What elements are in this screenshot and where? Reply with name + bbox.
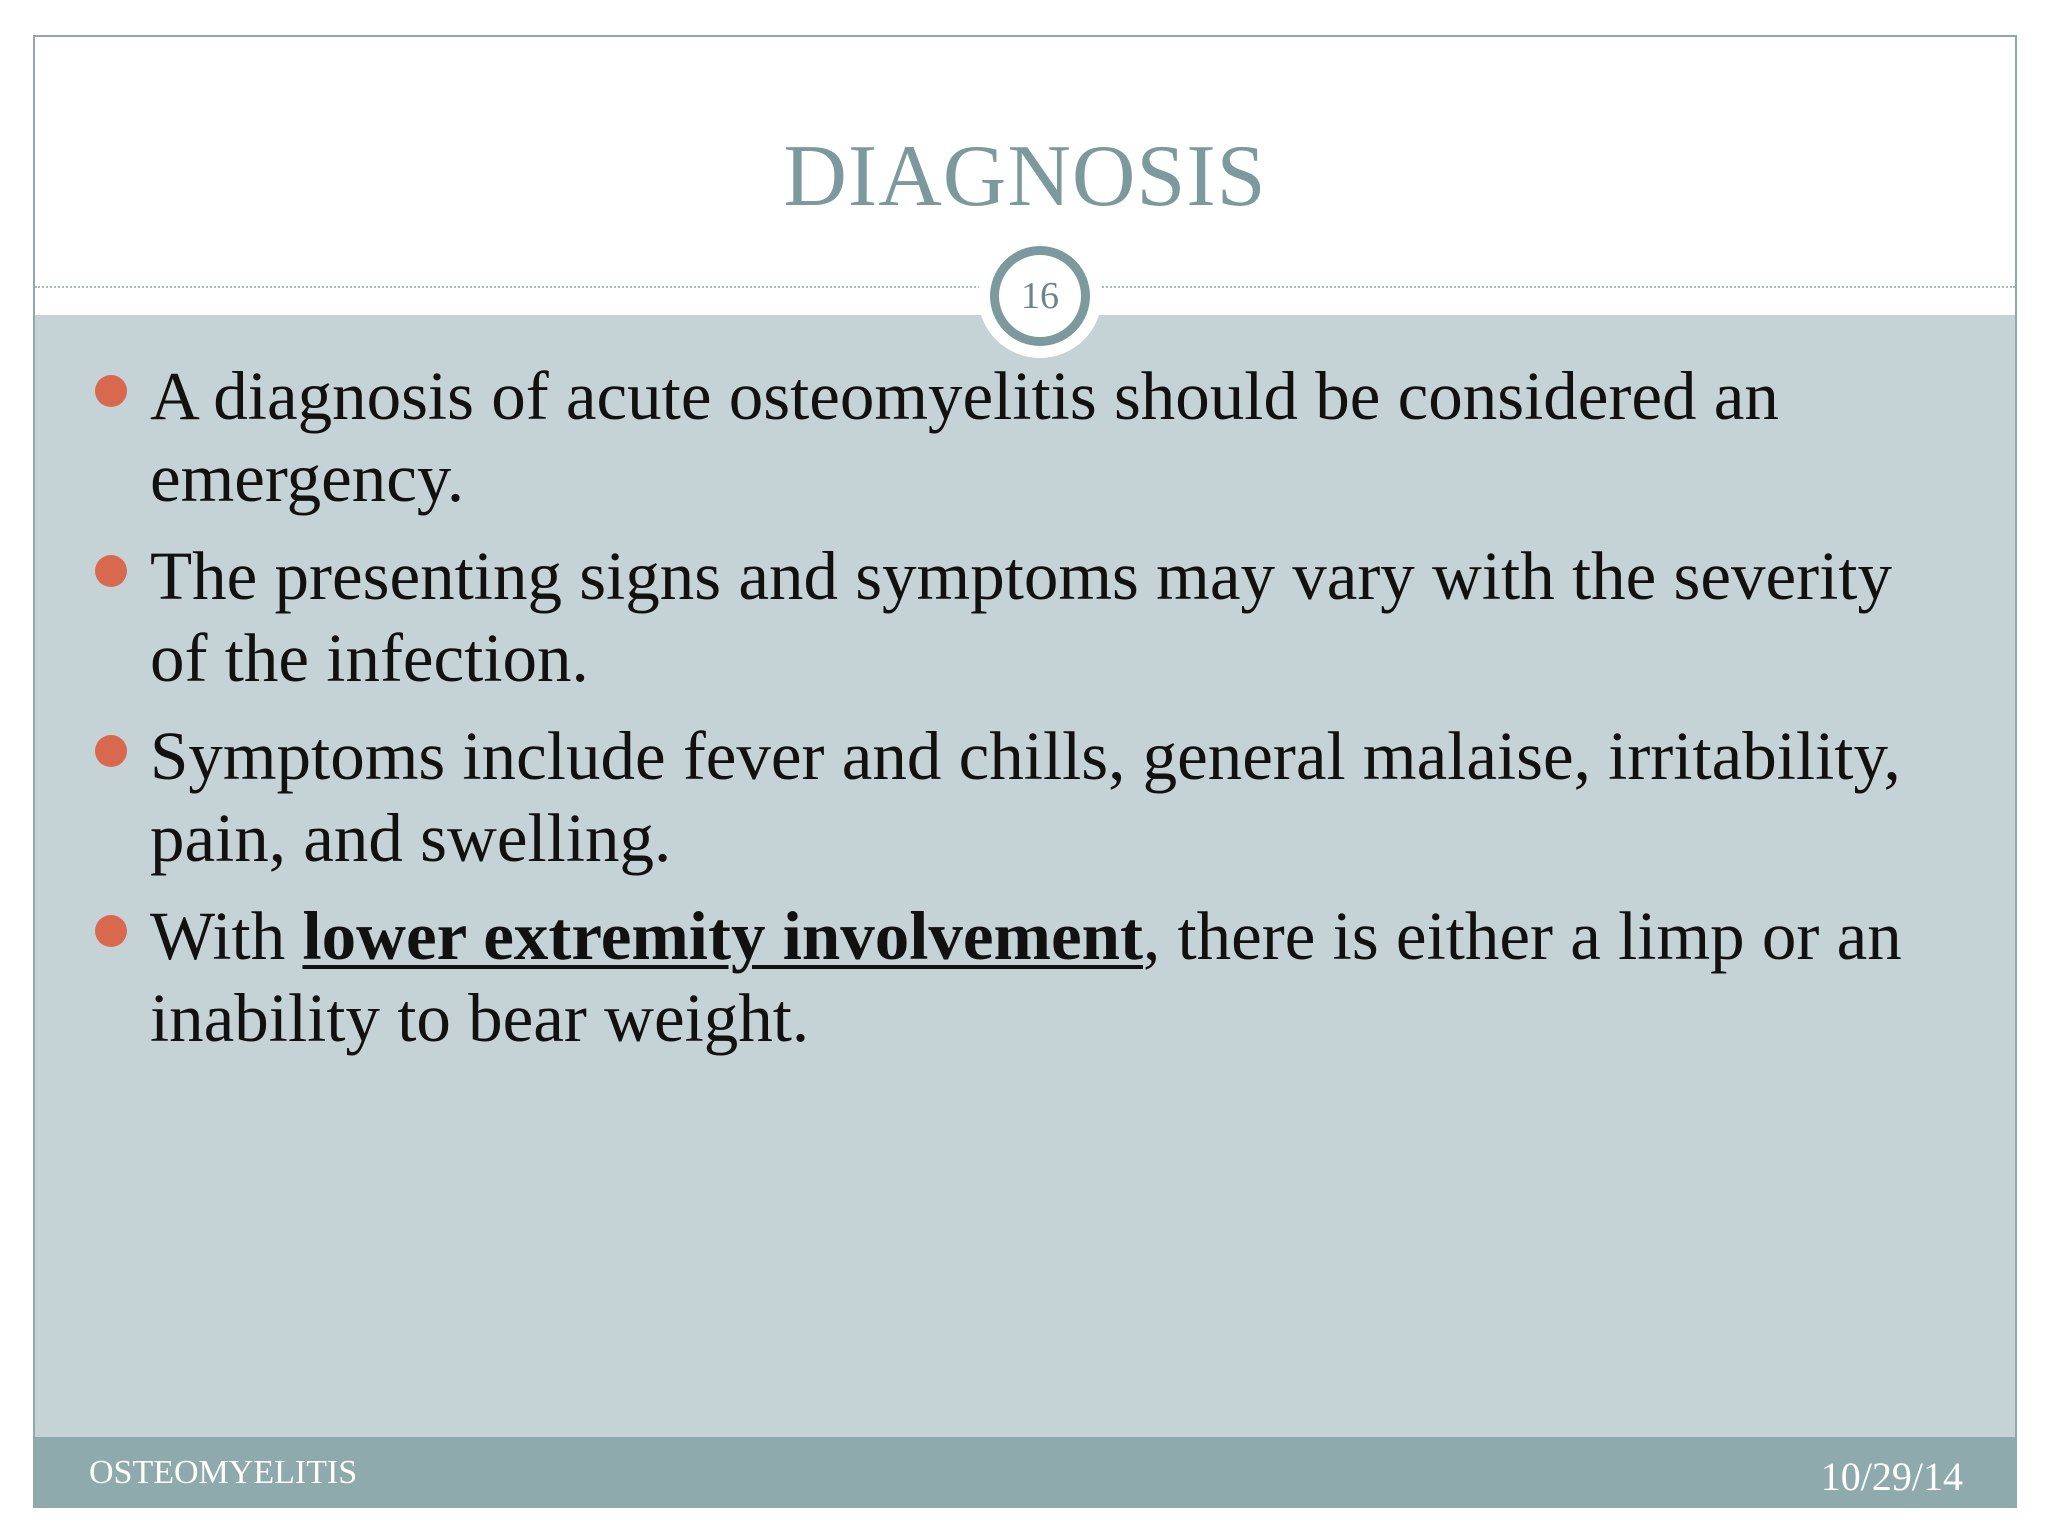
bullet-text: Symptoms include fever and chills, general malaise, irritability, pain, and swelling. xyxy=(150,718,1901,876)
slide-footer xyxy=(35,1437,2015,1508)
bullet-item xyxy=(35,535,2015,699)
slide-title: DIAGNOSIS xyxy=(783,128,1267,225)
bullet-item xyxy=(35,895,2015,1059)
bullet-item xyxy=(35,715,2015,879)
bullet-dot-icon xyxy=(95,735,127,767)
bullet-list xyxy=(35,355,2015,1075)
page-number-badge xyxy=(978,234,1102,358)
bullet-dot-icon xyxy=(95,375,127,407)
bullet-dot-icon xyxy=(95,555,127,587)
bullet-text-suffix: , there is either a limp or an inability to bear weight. xyxy=(150,898,1902,1056)
footer-date: 10/29/14 xyxy=(1820,1454,1963,1499)
bullet-text: A diagnosis of acute osteomyelitis should be considered an emergency. xyxy=(150,358,1779,516)
page-number: 16 xyxy=(990,246,1090,346)
footer-topic: OSTEOMYELITIS xyxy=(89,1454,358,1491)
bullet-emphasis: lower extremity involvement xyxy=(302,898,1144,974)
bullet-text: The presenting signs and symptoms may vary with the severity of the infection. xyxy=(150,538,1892,696)
bullet-text-prefix: With xyxy=(150,898,303,974)
bullet-item xyxy=(35,355,2015,519)
slide xyxy=(33,35,2017,1508)
bullet-dot-icon xyxy=(95,915,127,947)
